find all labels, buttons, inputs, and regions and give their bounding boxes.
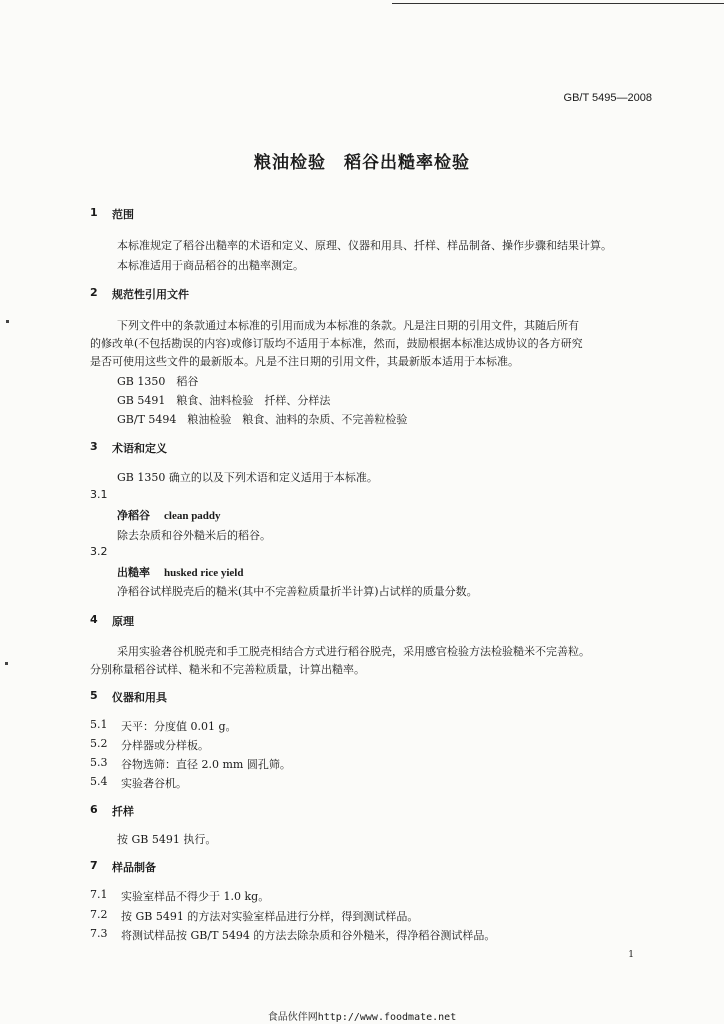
- term-number: 3.1: [90, 488, 108, 501]
- section-number: 3: [90, 440, 98, 453]
- item-number: 5.2: [90, 737, 108, 750]
- section-number: 7: [90, 859, 98, 872]
- item-text: 实验砻谷机。: [121, 777, 187, 790]
- section-1-paragraph: 本标准适用于商品稻谷的出糙率测定。: [117, 259, 304, 272]
- item-number: 5.4: [90, 775, 108, 788]
- section-title: 规范性引用文件: [112, 288, 189, 301]
- section-1-paragraph: 本标准规定了稻谷出糙率的术语和定义、原理、仪器和用具、扦样、样品制备、操作步骤和结果计算。: [117, 239, 612, 252]
- item-text: 按 GB 5491 的方法对实验室样品进行分样，得到测试样品。: [121, 910, 419, 923]
- instrument-item: [90, 737, 490, 753]
- item-number: 5.3: [90, 756, 108, 769]
- item-text: 谷物选筛：直径 2.0 mm 圆孔筛。: [121, 758, 291, 771]
- scan-mark: [6, 320, 9, 323]
- section-title: 仪器和用具: [112, 691, 167, 704]
- term-english: clean paddy: [164, 510, 221, 522]
- term-heading: [117, 507, 221, 523]
- reference-item: GB/T 5494 粮油检验 粮食、油料的杂质、不完善粒检验: [117, 413, 408, 426]
- section-number: 1: [90, 206, 98, 219]
- section-number: 5: [90, 689, 98, 702]
- section-4-paragraph: 采用实验砻谷机脱壳和手工脱壳相结合方式进行稻谷脱壳，采用感官检验方法检验糙米不完善粒。: [117, 645, 590, 658]
- instrument-item: [90, 775, 490, 791]
- term-number: 3.2: [90, 545, 108, 558]
- footer-watermark: 食品伙伴网http://www.foodmate.net: [267, 1012, 457, 1023]
- item-number: 5.1: [90, 718, 108, 731]
- term-definition: 除去杂质和谷外糙米后的稻谷。: [117, 529, 271, 542]
- term-definition: 净稻谷试样脱壳后的糙米(其中不完善粒质量折半计算)占试样的质量分数。: [117, 585, 478, 598]
- section-2-paragraph: 是否可使用这些文件的最新版本。凡是不注日期的引用文件，其最新版本适用于本标准。: [90, 355, 519, 368]
- section-4-paragraph: 分别称量稻谷试样、糙米和不完善粒质量，计算出糙率。: [90, 663, 365, 676]
- section-6-paragraph: 按 GB 5491 执行。: [117, 833, 217, 846]
- section-2-paragraph: 的修改单(不包括勘误的内容)或修订版均不适用于本标准，然而，鼓励根据本标准达成协议的各方研究: [90, 337, 583, 350]
- section-number: 2: [90, 286, 98, 299]
- section-3-intro: GB 1350 确立的以及下列术语和定义适用于本标准。: [117, 471, 378, 484]
- sample-prep-item: [90, 888, 650, 904]
- section-number: 4: [90, 613, 98, 626]
- standard-code: GB/T 5495—2008: [563, 92, 652, 104]
- section-title: 术语和定义: [112, 442, 167, 455]
- item-text: 天平：分度值 0.01 g。: [121, 720, 237, 733]
- term-chinese: 出糙率: [117, 566, 150, 579]
- section-number: 6: [90, 803, 98, 816]
- page-number: 1: [628, 950, 634, 960]
- item-number: 7.2: [90, 908, 108, 921]
- section-title: 扦样: [112, 805, 134, 818]
- item-number: 7.3: [90, 927, 108, 940]
- term-chinese: 净稻谷: [117, 509, 150, 522]
- reference-item: GB 5491 粮食、油料检验 扦样、分样法: [117, 394, 331, 407]
- item-text: 分样器或分样板。: [121, 739, 209, 752]
- section-title: 样品制备: [112, 861, 156, 874]
- top-rule: [392, 3, 724, 4]
- item-text: 将测试样品按 GB/T 5494 的方法去除杂质和谷外糙米，得净稻谷测试样品。: [121, 929, 496, 942]
- item-text: 实验室样品不得少于 1.0 kg。: [121, 890, 270, 903]
- term-heading: [117, 564, 243, 580]
- section-2-paragraph: 下列文件中的条款通过本标准的引用而成为本标准的条款。凡是注日期的引用文件，其随后所有: [117, 319, 579, 332]
- section-title: 原理: [112, 615, 134, 628]
- sample-prep-item: [90, 927, 650, 943]
- term-english: husked rice yield: [164, 567, 244, 579]
- item-number: 7.1: [90, 888, 108, 901]
- sample-prep-item: [90, 908, 650, 924]
- reference-item: GB 1350 稻谷: [117, 375, 199, 388]
- instrument-item: [90, 718, 490, 734]
- instrument-item: [90, 756, 490, 772]
- section-title: 范围: [112, 208, 134, 221]
- document-title: 粮油检验 稻谷出糙率检验: [254, 153, 470, 173]
- scan-mark: [5, 662, 8, 665]
